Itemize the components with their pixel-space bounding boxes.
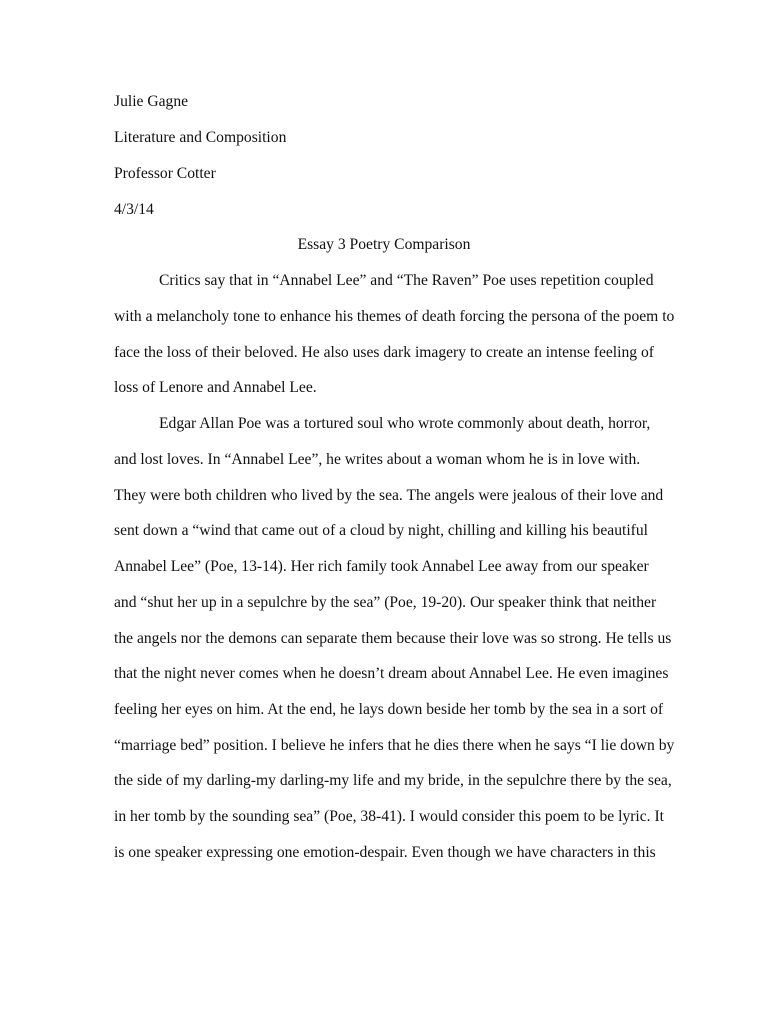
paragraph-2-line: the angels nor the demons can separate them because their love was so strong. He tells us [114,630,672,647]
paragraph-2-line: and lost loves. In “Annabel Lee”, he writes about a woman whom he is in love with. [114,451,641,468]
paragraph-2-line: the side of my darling-my darling-my life and my bride, in the sepulchre there by the sea, [114,772,672,789]
paragraph-2-line: Edgar Allan Poe was a tortured soul who wrote commonly about death, horror, [159,415,651,432]
paragraph-2-line: in her tomb by the sounding sea” (Poe, 38-41). I would consider this poem to be lyric. It [114,808,665,825]
essay-date: 4/3/14 [114,201,154,218]
professor-name: Professor Cotter [114,165,216,182]
course-name: Literature and Composition [114,129,287,146]
paragraph-2-line: feeling her eyes on him. At the end, he lays down beside her tomb by the sea in a sort of [114,701,664,718]
paragraph-2-line: Annabel Lee” (Poe, 13-14). Her rich family took Annabel Lee away from our speaker [114,558,649,575]
paragraph-2-line: They were both children who lived by the sea. The angels were jealous of their love and [114,487,664,504]
paragraph-2-line: is one speaker expressing one emotion-despair. Even though we have characters in this [114,844,656,861]
author-name: Julie Gagne [114,93,189,110]
paragraph-2-line: “marriage bed” position. I believe he infers that he dies there when he says “I lie down by [114,737,675,754]
paragraph-2-line: and “shut her up in a sepulchre by the sea” (Poe, 19-20). Our speaker think that neither [114,594,657,611]
essay-title: Essay 3 Poetry Comparison [297,236,471,253]
paragraph-1-line: face the loss of their beloved. He also uses dark imagery to create an intense feeling of [114,344,654,361]
paragraph-1-line: with a melancholy tone to enhance his themes of death forcing the persona of the poem to [114,308,675,325]
paragraph-2-line: sent down a “wind that came out of a cloud by night, chilling and killing his beautiful [114,522,648,539]
paragraph-1-line: Critics say that in “Annabel Lee” and “The Raven” Poe uses repetition coupled [159,272,654,289]
paragraph-2-line: that the night never comes when he doesn’t dream about Annabel Lee. He even imagines [114,665,669,682]
paragraph-1-line: loss of Lenore and Annabel Lee. [114,379,317,396]
